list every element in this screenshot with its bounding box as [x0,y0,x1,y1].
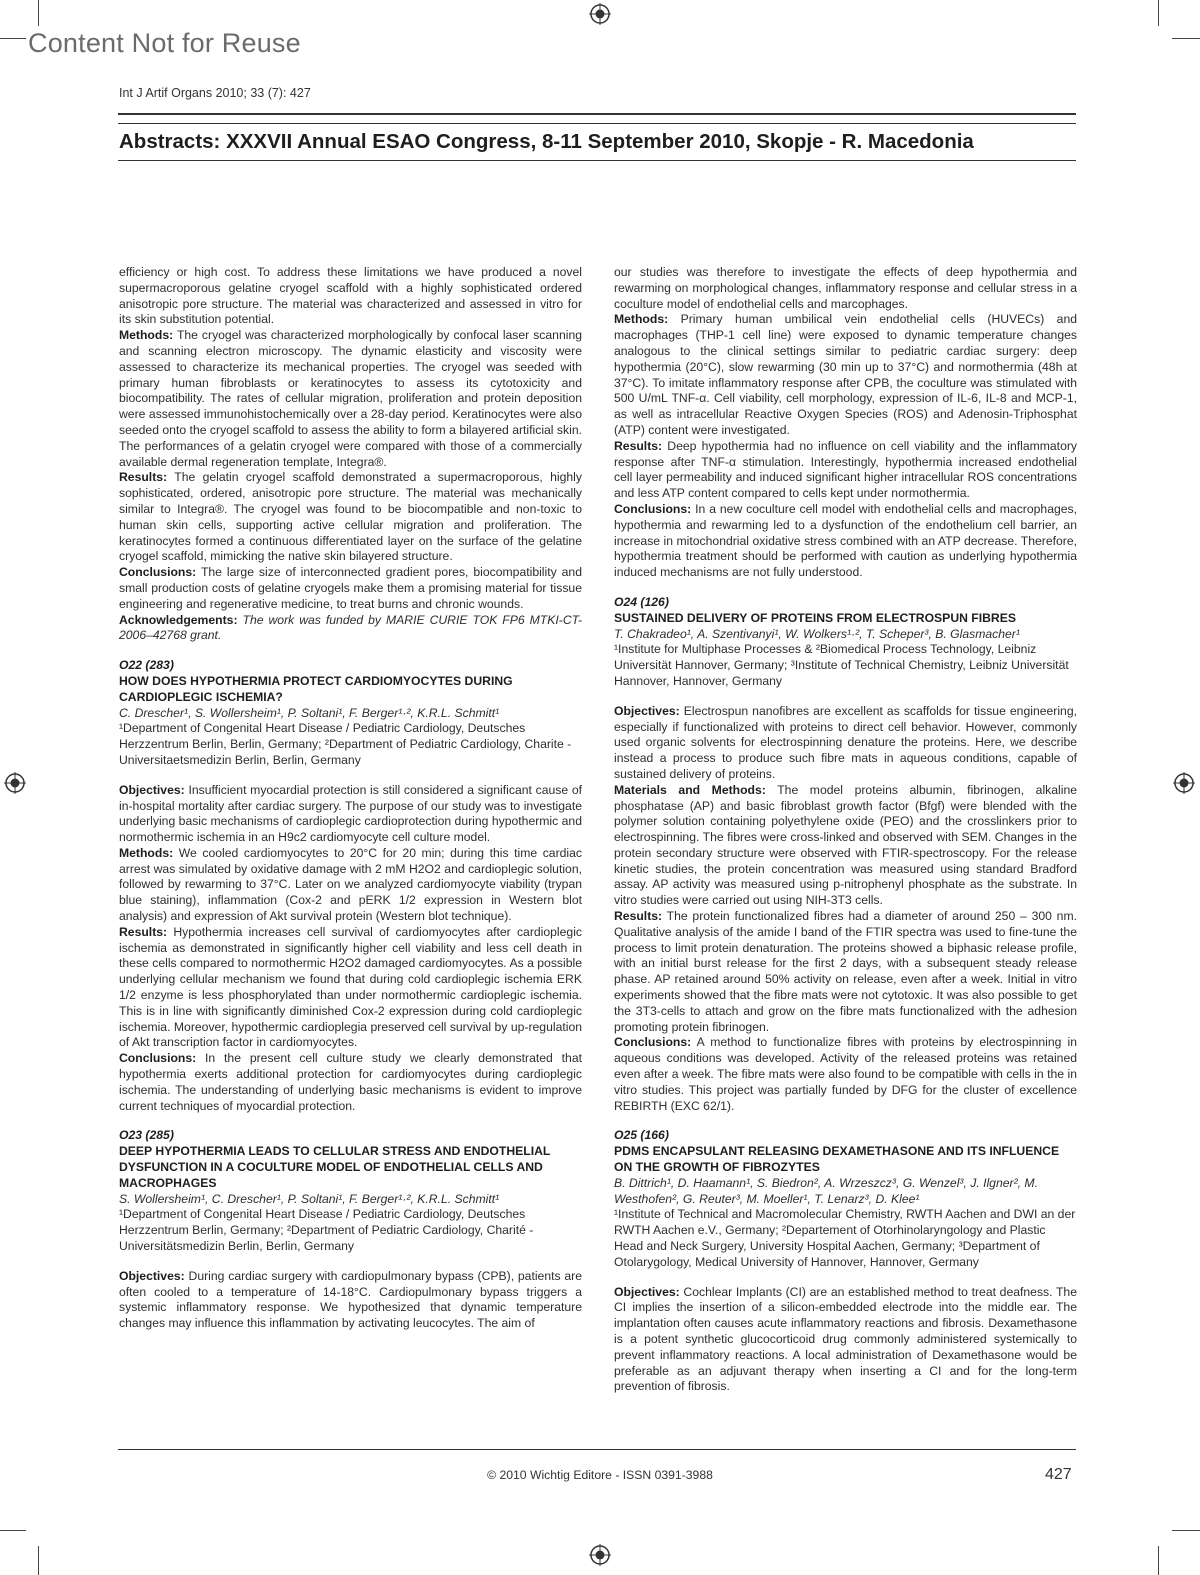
section-text: During cardiac surgery with cardiopulmonary bypass (CPB), patients are often cooled to a temperature of 14-18°C. Cardiopulmonary bypass triggers a systemic inflammatory response. We hypothesized that dynamic temperature changes may influence this inflammation by activating leucocytes. The aim of [119,1268,583,1331]
section-text: Primary human umbilical vein endothelial cells (HUVECs) and macrophages (THP-1 cell line) were exposed to dynamic temperature changes analogous to the clinical settings similar to pediatric cardiac surgery: deep hypothermia (20°C), slow rewarming (30 min up to 37°C) and normothermia (48h at 37°C). To imitate inflammatory response after CPB, the coculture was stimulated with 500 U/mL TNF-α. Cell viability, cell morphology, expression of IL-6, IL-8 and MCP-1, as well as intracellular Reactive Oxygen Species (ROS) and Adenosin-Triphosphat (ATP) content were investigated. [614,312,1078,437]
section-text: Insufficient myocardial protection is still considered a significant cause of in-hospital mortality after cardiac surgery. The purpose of our study was to investigate underlying basic mechanisms of cardioplegic cardioprotection during hypothermic and normothermic ischemia in an H9c2 cardiomyocyte cell culture model. [119,782,582,845]
abstract-paragraph [119,846,582,925]
section-text: A method to functionalize fibres with proteins by electrospinning in aqueous conditions was developed. Activity of the released proteins was retained even after a week. The fibre mats were also found to be compatible with cells in the in vitro studies. This project was partially funded by DFG for the cluster of excellence REBIRTH (EXC 62/1). [614,1035,1078,1113]
abstract-paragraph [119,565,582,612]
section-text: Hypothermia increases cell survival of cardiomyocytes after cardioplegic ischemia as demonstrated in significantly higher cell viability and less cell death in these cells compared to normothermic H2O2 damaged cardiomyocytes. As a possible underlying cellular mechanism we found that during cold cardioplegic ischemia ERK 1/2 enzyme is less phosphorylated than under normothermic cardioplegic ischemia. This is in line with significantly diminished Cox-2 expression during cold cardioplegic ischemia. Moreover, hypothermic cardioplegia preserved cell survival by up-regulation of Akt transcription factor in cardiomyocytes. [119,924,582,1050]
watermark: Content Not for Reuse [28,28,301,58]
section-label: Results: [614,909,663,924]
section-label: Acknowledgements: [119,612,238,627]
section-label: Conclusions: [614,501,692,516]
crop-mark [1158,0,1159,26]
footer-copyright: © 2010 Wichtig Editore - ISSN 0391-3988 [487,1468,713,1482]
abstract-paragraph [119,470,582,565]
section-text: In the present cell culture study we clearly demonstrated that hypothermia exerts additional protection for cardiomyocytes during cardioplegic ischemia. The understanding of underlying basic mechanisms is evident to improve current techniques of myocardial protection. [119,1051,582,1113]
section-text: The large size of interconnected gradient pores, biocompatibility and small production costs of gelatine cryogels make them a promising material for tissue engineering and regenerative medicine, to treat burns and chronic wounds. [119,565,582,611]
section-text: The model proteins albumin, fibrinogen, alkaline phosphatase (AP) and basic fibroblast growth factor (Bfgf) were blended with the polymer solution containing polyethylene oxide (PEO) and the crosslinkers prior to electrospinning. The fibres were cross-linked and observed with SEM. Changes in the protein secondary structure were observed with FTIR-spectroscopy. For the release kinetic studies, the protein concentration was measured using standard Bradford assay. AP activity was measured using p-nitrophenyl phosphate as the substrate. In vitro studies were carried out using NIH-3T3 cells. [614,782,1078,908]
registration-mark-icon [4,772,26,794]
abstract-title: DEEP HYPOTHERMIA LEADS TO CELLULAR STRESS AND ENDOTHELIAL DYSFUNCTION IN A COCULTURE MODEL OF ENDOTHELIAL CELLS AND MACROPHAGES [119,1144,551,1190]
section-label: Results: [119,470,168,485]
abstract-paragraph [614,704,1077,783]
crop-mark [1172,1530,1200,1531]
abstract-authors: T. Chakradeo¹, A. Szentivanyi¹, W. Wolkers¹·², T. Scheper³, B. Glasmacher¹ [614,626,1020,641]
abstract-paragraph [614,1035,1077,1114]
section-label: Results: [119,924,168,939]
abstract-authors: C. Drescher¹, S. Wollersheim¹, P. Soltani¹, F. Berger¹·², K.R.L. Schmitt¹ [119,705,500,720]
abstract-paragraph [614,439,1077,502]
abstract-paragraph: efficiency or high cost. To address these limitations we have produced a novel supermacroporous gelatine cryogel scaffold with a highly sophisticated ordered anisotropic pore structure. The material was characterized and assessed in vitro for its skin substitution potential. [119,265,582,327]
abstract-affiliations: ¹Department of Congenital Heart Disease / Pediatric Cardiology, Deutsches Herzzentrum Berlin, Germany; ²Department of Pediatric Cardiology, Charité - Universitätsmedizin Berlin, Berlin, Germany [119,1207,534,1254]
abstract-paragraph [119,925,582,1051]
abstract-paragraph [119,613,582,645]
abstract-authors: B. Dittrich¹, D. Haamann¹, S. Biedron², A. Wrzeszcz³, G. Wenzel³, J. Ilgner², M. Westhofen², G. Reuter³, M. Moeller¹, T. Lenarz³, D. Klee¹ [614,1175,1038,1206]
section-text: Electrospun nanofibres are excellent as scaffolds for tissue engineering, especially if functionalized with proteins to direct cell behavior. However, commonly used organic solvents for electrospinning denature the proteins. Here, we describe instead a process to produce such fibre mats in aqueous conditions, capable of sustained delivery of proteins. [614,703,1077,781]
abstract-paragraph [119,328,582,470]
section-text: The cryogel was characterized morphologically by confocal laser scanning and scanning electron microscopy. The dynamic elasticity and viscosity were assessed to characterize its mechanical properties. The cryogel was seeded with primary human fibroblasts or keratinocytes to assess its cytotoxicity and biocompatibility. The rates of cellular migration, proliferation and protein deposition were assessed immunohistochemically over a 28-day period. Keratinocytes were also seeded onto the cryogel scaffold to assess the ability to form a bilayered artificial skin. The performances of a gelatin cryogel were compared with those of a commercially available dermal regeneration template, Integra®. [119,328,583,469]
section-label: Materials and Methods: [614,782,766,797]
abstract-paragraph [119,783,582,846]
abstract-paragraph [614,312,1077,438]
crop-mark [1172,38,1200,39]
crop-mark [0,1530,26,1531]
left-column [119,265,582,1332]
section-label: Objectives: [614,703,680,718]
abstract-code: O22 (283) [119,658,174,673]
abstract-authors: S. Wollersheim¹, C. Drescher¹, P. Soltani¹, F. Berger¹·², K.R.L. Schmitt¹ [119,1191,500,1206]
abstract-paragraph [614,502,1077,581]
crop-mark [0,38,26,39]
section-label: Results: [614,438,663,453]
right-column [614,265,1077,1395]
abstract-code: O25 (166) [614,1128,669,1143]
section-text: Deep hypothermia had no influence on cell viability and the inflammatory response after TNF-α stimulation. Interestingly, hypothermia increased endothelial cell layer permeability and induced significant higher intracellular ROS concentrations and less ATP content compared to cells kept under normothermia. [614,438,1077,501]
section-label: Objectives: [119,1268,185,1283]
section-label: Conclusions: [614,1035,692,1050]
section-label: Objectives: [119,782,185,797]
section-text: We cooled cardiomyocytes to 20°C for 20 min; during this time cardiac arrest was simulated by oxidative damage with 2 mM H2O2 and cardioplegic solution, followed by rewarming to 37°C. Later on we analyzed cardiomyocyte viability (trypan blue staining), inflammation (Cox-2 and pERK 1/2 expression in Western blot analysis) and expression of Akt survival protein (Western blot technique). [119,845,582,924]
abstract-affiliations: ¹Institute of Technical and Macromolecular Chemistry, RWTH Aachen and DWI an der RWTH Aachen e.V., Germany; ²Departement of Otorhinolaryngology and Plastic Head and Neck Surgery, University Hospital Aachen, Germany; ³Department of Otolarygology, Medical University of Hannover, Hannover, Germany [614,1207,1076,1269]
abstract-paragraph [119,1269,582,1332]
section-text: The work was funded by MARIE CURIE TOK FP6 MTKI-CT-2006–42768 grant. [119,612,583,643]
abstract-affiliations: ¹Department of Congenital Heart Disease / Pediatric Cardiology, Deutsches Herzzentrum Berlin, Berlin, Germany; ²Department of Pediatric Cardiology, Charite - Universitaetsmedizin Berlin, Berlin, Germany [119,721,572,767]
abstract-code: O24 (126) [614,594,669,609]
page-number: 427 [1045,1466,1072,1483]
section-text: In a new coculture cell model with endothelial cells and macrophages, hypothermia and rewarming led to a dysfunction of the endothelium cell barrier, an increase in mitochondrial oxidative stress combined with an ATP decrease. Therefore, hypothermia treatment should be performed with caution as underlying hypothermia induced mechanisms are not fully understood. [614,501,1078,580]
abstract-paragraph [119,1051,582,1114]
section-label: Objectives: [614,1284,680,1299]
abstract-paragraph [614,783,1077,909]
crop-mark [38,1546,39,1575]
footer-rule [118,1449,1076,1450]
header-rule [118,123,1076,124]
section-text: Cochlear Implants (CI) are an established method to treat deafness. The CI implies the insertion of a silicon-embedded electrode into the middle ear. The implantation often causes acute inflammatory reactions and fibrosis. Dexamethasone is a potent synthetic glucocorticoid drug commonly administered systemically to prevent inflammatory reactions. A local administration of Dexamethasone would be preferable as an adjuvant therapy when inserting a CI and for the long-term prevention of fibrosis. [614,1284,1077,1394]
section-label: Methods: [119,845,174,860]
abstract-title: HOW DOES HYPOTHERMIA PROTECT CARDIOMYOCYTES DURING CARDIOPLEGIC ISCHEMIA? [119,673,513,704]
section-label: Conclusions: [119,565,197,580]
journal-citation: Int J Artif Organs 2010; 33 (7): 427 [119,86,311,100]
header-rule [118,113,1076,115]
abstract-paragraph [614,909,1077,1035]
registration-mark-icon [589,3,611,25]
crop-mark [38,0,39,26]
section-text: The protein functionalized fibres had a diameter of around 250 – 300 nm. Qualitative analysis of the amide I band of the FTIR spectra was used to fine-tune the process to limit protein denaturation. The proteins showed a biphasic release profile, with an initial burst release for the first 2 days, with a subsequent steady release phase. AP retained around 50% activity on release, even after a week. Initial in vitro experiments showed that the fibre mats were not cytotoxic. It was also possible to get the 3T3-cells to attach and grow on the fibre mats functionalized with the adhesion promoting protein fibrinogen. [614,909,1077,1034]
registration-mark-icon [1173,772,1195,794]
abstract-code: O23 (285) [119,1128,174,1143]
header-rule [118,160,1076,161]
section-label: Methods: [119,328,174,343]
section-label: Conclusions: [119,1051,197,1066]
abstract-title: PDMS ENCAPSULANT RELEASING DEXAMETHASONE AND ITS INFLUENCE ON THE GROWTH OF FIBROZYTES [614,1144,1060,1175]
crop-mark [1158,1546,1159,1575]
registration-mark-icon [589,1544,611,1566]
abstract-paragraph: our studies was therefore to investigate the effects of deep hypothermia and rewarming on morphological changes, inflammatory response and cellular stress in a coculture model of endothelial cells and marcophages. [614,265,1077,311]
section-text: The gelatin cryogel scaffold demonstrated a supermacroporous, highly sophisticated, ordered, anisotropic pore structure. The material was mechanically similar to Integra®. The cryogel was found to be biocompatible and non-toxic to human skin cells, supporting active cellular migration and proliferation. The keratinocytes formed a continuous differentiated layer on the surface of the gelatine cryogel scaffold, mimicking the native skin bilayered structure. [119,470,582,564]
section-label: Methods: [614,312,669,327]
abstract-title: SUSTAINED DELIVERY OF PROTEINS FROM ELECTROSPUN FIBRES [614,610,1016,625]
page-title: Abstracts: XXXVII Annual ESAO Congress, 8-11 September 2010, Skopje - R. Macedonia [119,130,974,153]
abstract-affiliations: ¹Institute for Multiphase Processes & ²Biomedical Process Technology, Leibniz Universität Hannover, Germany; ³Institute of Technical Chemistry, Leibniz Universität Hannover, Hannover, Germany [614,642,1069,688]
abstract-paragraph [614,1285,1077,1396]
